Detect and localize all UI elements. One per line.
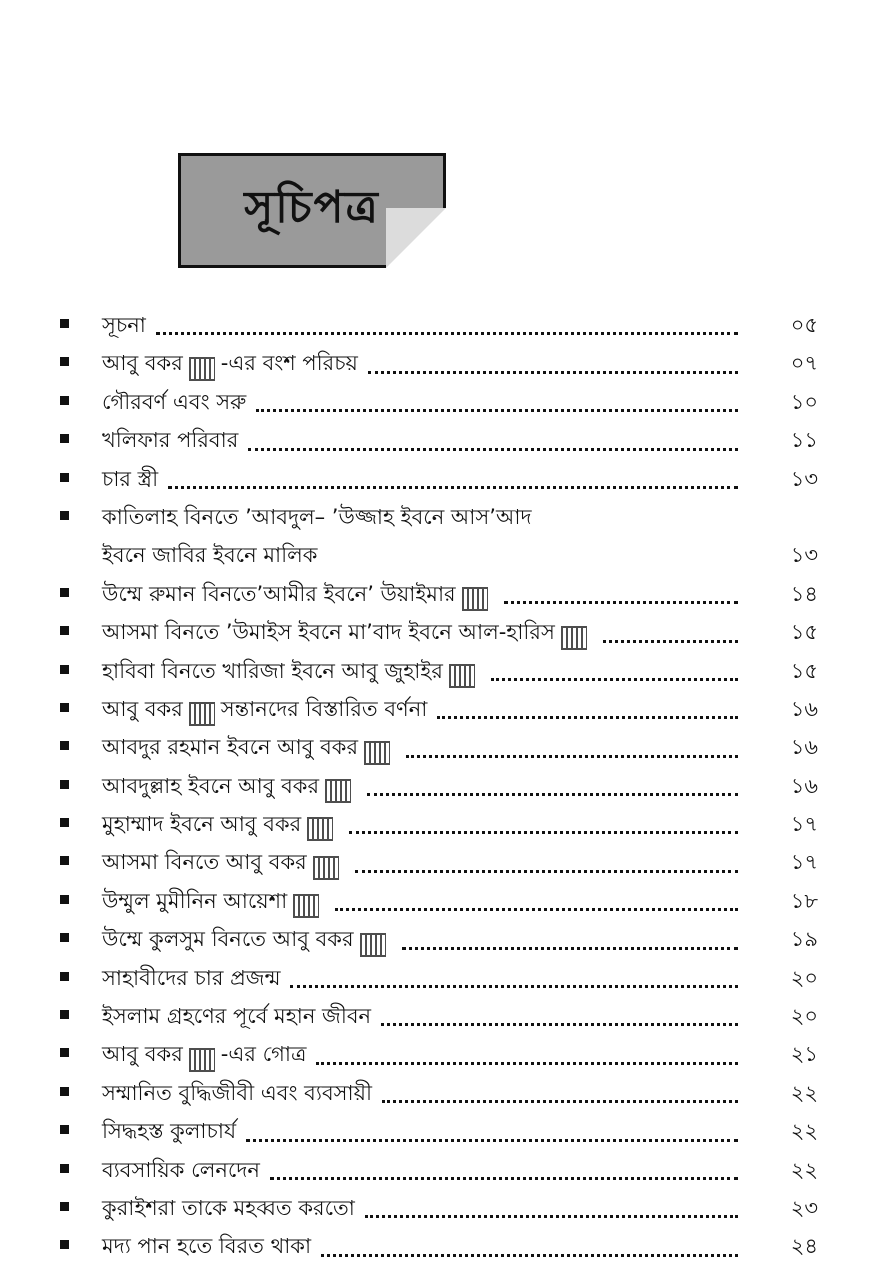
toc-title: সূচিপত্র — [244, 182, 380, 233]
page-number: ১৫ — [790, 620, 818, 645]
dot-leader — [504, 601, 738, 604]
honorific-calligraphy-icon — [462, 587, 488, 611]
entry-title: গৌরবর্ণ এবং সরু — [102, 389, 247, 414]
toc-entry — [58, 498, 818, 575]
page-number: ১৫ — [790, 658, 818, 683]
entry-title: আবু বকর — [102, 1042, 183, 1067]
honorific-calligraphy-icon — [364, 741, 390, 765]
dot-leader — [437, 716, 738, 719]
toc-entry — [58, 1112, 818, 1150]
page-number: ২৪ — [790, 1234, 818, 1259]
entry-title: মুহাম্মাদ ইবনে আবু বকর — [102, 812, 302, 837]
entry-title: খলিফার পরিবার — [102, 428, 239, 453]
bullet-icon — [60, 1087, 69, 1096]
toc-entry — [58, 613, 818, 651]
page-number: ১৬ — [790, 735, 818, 760]
bullet-icon — [60, 1240, 69, 1249]
dot-leader — [381, 1023, 738, 1026]
entry-title-suffix: সন্তানদের বিস্তারিত বর্ণনা — [220, 696, 428, 721]
page-number: ১১ — [790, 428, 818, 453]
entry-title: সম্মানিত বুদ্ধিজীবী এবং ব্যবসায়ী — [102, 1080, 372, 1105]
entry-title: সূচনা — [102, 312, 146, 337]
bullet-icon — [60, 972, 69, 981]
dot-leader — [248, 448, 738, 451]
dot-leader — [349, 831, 738, 834]
entry-title: আবদুর রহমান ইবনে আবু বকর — [102, 735, 359, 760]
toc-entry — [58, 997, 818, 1035]
honorific-calligraphy-icon — [307, 817, 333, 841]
entry-title: ইসলাম গ্রহণের পূর্বে মহান জীবন — [102, 1004, 372, 1029]
page-number: ০৭ — [790, 351, 818, 376]
dot-leader — [368, 371, 738, 374]
toc-entry — [58, 344, 818, 382]
honorific-calligraphy-icon — [360, 933, 386, 957]
honorific-calligraphy-icon — [189, 1048, 215, 1072]
bullet-icon — [60, 473, 69, 482]
entry-title: সাহাবীদের চার প্রজন্ম — [102, 965, 281, 990]
bullet-icon — [60, 1164, 69, 1173]
toc-list — [58, 306, 818, 1266]
bullet-icon — [60, 818, 69, 827]
dot-leader — [290, 985, 738, 988]
page-number: ১৪ — [790, 581, 818, 606]
entry-title: কুরাইশরা তাকে মহব্বত করতো — [102, 1195, 355, 1220]
dot-leader — [402, 947, 738, 950]
toc-entry — [58, 460, 818, 498]
dot-leader — [382, 1100, 738, 1103]
page-number: ২১ — [790, 1042, 818, 1067]
dot-leader — [365, 1215, 738, 1218]
entry-title: ব্যবসায়িক লেনদেন — [102, 1157, 260, 1182]
toc-entry — [58, 1227, 818, 1265]
entry-title: আবু বকর — [102, 351, 183, 376]
page-number: ১৬ — [790, 696, 818, 721]
entry-title: উম্মে রুমান বিনতে’আমীর ইবনে’ উয়াইমার — [102, 581, 456, 606]
entry-title: কাতিলাহ বিনতে ’আবদুল– ’উজ্জাহ ইবনে আস’আদ — [102, 504, 532, 529]
toc-entry — [58, 1074, 818, 1112]
honorific-calligraphy-icon — [313, 856, 339, 880]
page-number: ১৬ — [790, 773, 818, 798]
entry-title: আবু বকর — [102, 696, 183, 721]
dot-leader — [316, 1062, 738, 1065]
bullet-icon — [60, 357, 69, 366]
dot-leader — [156, 332, 738, 335]
toc-entry — [58, 959, 818, 997]
entry-title: সিদ্ধহস্ত কুলাচার্য — [102, 1119, 237, 1144]
toc-entry — [58, 843, 818, 881]
entry-title: আসমা বিনতে আবু বকর — [102, 850, 307, 875]
page-number: ২০ — [790, 1004, 818, 1029]
entry-title: চার স্ত্রী — [102, 466, 159, 491]
dot-leader — [335, 908, 738, 911]
page-number: ২২ — [790, 1080, 818, 1105]
bullet-icon — [60, 856, 69, 865]
dot-leader — [270, 1177, 738, 1180]
toc-entry — [58, 383, 818, 421]
bullet-icon — [60, 434, 69, 443]
entry-title: ইবনে জাবির ইবনে মালিক — [102, 543, 318, 568]
entry-title: হাবিবা বিনতে খারিজা ইবনে আবু জুহাইর — [102, 658, 443, 683]
toc-entry — [58, 728, 818, 766]
bullet-icon — [60, 1125, 69, 1134]
dot-leader — [406, 755, 738, 758]
dot-leader — [491, 678, 738, 681]
bullet-icon — [60, 588, 69, 597]
honorific-calligraphy-icon — [449, 664, 475, 688]
bullet-icon — [60, 703, 69, 712]
toc-entry — [58, 421, 818, 459]
dot-leader — [321, 1254, 738, 1257]
entry-title: আবদুল্লাহ ইবনে আবু বকর — [102, 773, 320, 798]
toc-entry — [58, 805, 818, 843]
page-number: ২০ — [790, 965, 818, 990]
bullet-icon — [60, 1202, 69, 1211]
toc-entry — [58, 652, 818, 690]
bullet-icon — [60, 626, 69, 635]
bullet-icon — [60, 511, 69, 520]
page-number: ১৭ — [790, 812, 818, 837]
toc-entry — [58, 882, 818, 920]
toc-title-box — [178, 153, 446, 268]
toc-entry — [58, 1151, 818, 1189]
page-number: ২২ — [790, 1119, 818, 1144]
page-number: ১৩ — [790, 466, 818, 491]
toc-entry — [58, 1035, 818, 1073]
honorific-calligraphy-icon — [293, 894, 319, 918]
dot-leader — [246, 1139, 738, 1142]
dot-leader — [367, 793, 738, 796]
page-number: ১৮ — [790, 888, 818, 913]
toc-entry — [58, 575, 818, 613]
page-number: ২৩ — [790, 1195, 818, 1220]
toc-entry — [58, 920, 818, 958]
page-number: ২২ — [790, 1157, 818, 1182]
dot-leader — [603, 640, 738, 643]
toc-entry — [58, 767, 818, 805]
toc-entry — [58, 690, 818, 728]
bullet-icon — [60, 1048, 69, 1057]
honorific-calligraphy-icon — [189, 357, 215, 381]
bullet-icon — [60, 780, 69, 789]
bullet-icon — [60, 895, 69, 904]
entry-title-suffix: -এর গোত্র — [220, 1042, 307, 1067]
entry-title: মদ্য পান হতে বিরত থাকা — [102, 1234, 312, 1259]
entry-title-suffix: -এর বংশ পরিচয় — [220, 351, 358, 376]
toc-entry — [58, 1189, 818, 1227]
page-number: ১০ — [790, 389, 818, 414]
honorific-calligraphy-icon — [561, 626, 587, 650]
honorific-calligraphy-icon — [325, 779, 351, 803]
honorific-calligraphy-icon — [189, 702, 215, 726]
dot-leader — [168, 486, 738, 489]
bullet-icon — [60, 741, 69, 750]
bullet-icon — [60, 319, 69, 328]
bullet-icon — [60, 396, 69, 405]
page-number: ১৯ — [790, 927, 818, 952]
bullet-icon — [60, 665, 69, 674]
page-number: ১৩ — [790, 543, 818, 568]
page-number: ১৭ — [790, 850, 818, 875]
page-number: ০৫ — [790, 312, 818, 337]
dot-leader — [256, 409, 738, 412]
toc-entry — [58, 306, 818, 344]
dot-leader — [355, 870, 738, 873]
entry-title: উম্মুল মুমীনিন আয়েশা — [102, 888, 288, 913]
bullet-icon — [60, 1010, 69, 1019]
entry-title: উম্মে কুলসুম বিনতে আবু বকর — [102, 927, 354, 952]
bullet-icon — [60, 933, 69, 942]
entry-title: আসমা বিনতে ’উমাইস ইবনে মা’বাদ ইবনে আল-হারিস — [102, 620, 555, 645]
